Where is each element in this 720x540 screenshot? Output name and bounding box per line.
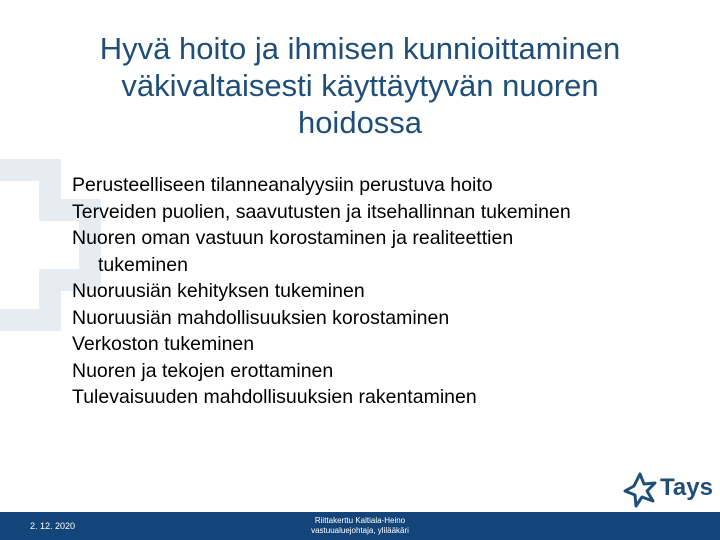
footer-author-name: Riittakerttu Kaltiala-Heino <box>314 516 406 525</box>
footer-author <box>260 516 460 536</box>
footer-author-role: vastuualuejohtaja, ylilääkäri <box>311 526 409 535</box>
tays-star-icon <box>620 470 660 510</box>
tays-logo-text: Tays <box>660 474 713 501</box>
slide-title-line-1: Hyvä hoito ja ihmisen kunnioittaminen <box>99 31 621 66</box>
bullet-item: Verkoston tukeminen <box>72 333 255 355</box>
slide-title-line-3: hoidossa <box>297 105 423 140</box>
bullet-item: Terveiden puolien, saavutusten ja itsehallinnan tukeminen <box>72 200 571 223</box>
bullet-item: Nuoren ja tekojen erottaminen <box>72 359 334 382</box>
slide-title <box>40 30 680 141</box>
bullet-item: Nuoruusiän mahdollisuuksien korostaminen <box>72 306 450 329</box>
footer-bar <box>0 512 720 540</box>
bullet-list <box>72 172 702 411</box>
footer-date: 2. 12. 2020 <box>30 521 76 531</box>
bullet-item: Tulevaisuuden mahdollisuuksien rakentaminen <box>72 386 477 408</box>
bullet-item: Nuoruusiän kehityksen tukeminen <box>72 280 365 302</box>
slide-title-line-2: väkivaltaisesti käyttäytyvän nuoren <box>121 68 599 103</box>
bullet-item-line-1: Nuoren oman vastuun korostaminen ja realiteettien <box>72 227 514 249</box>
bullet-item: Perusteelliseen tilanneanalyysiin perustuva hoito <box>72 174 493 196</box>
bullet-item-line-2: tukeminen <box>98 253 188 276</box>
bullet-item <box>72 225 702 278</box>
